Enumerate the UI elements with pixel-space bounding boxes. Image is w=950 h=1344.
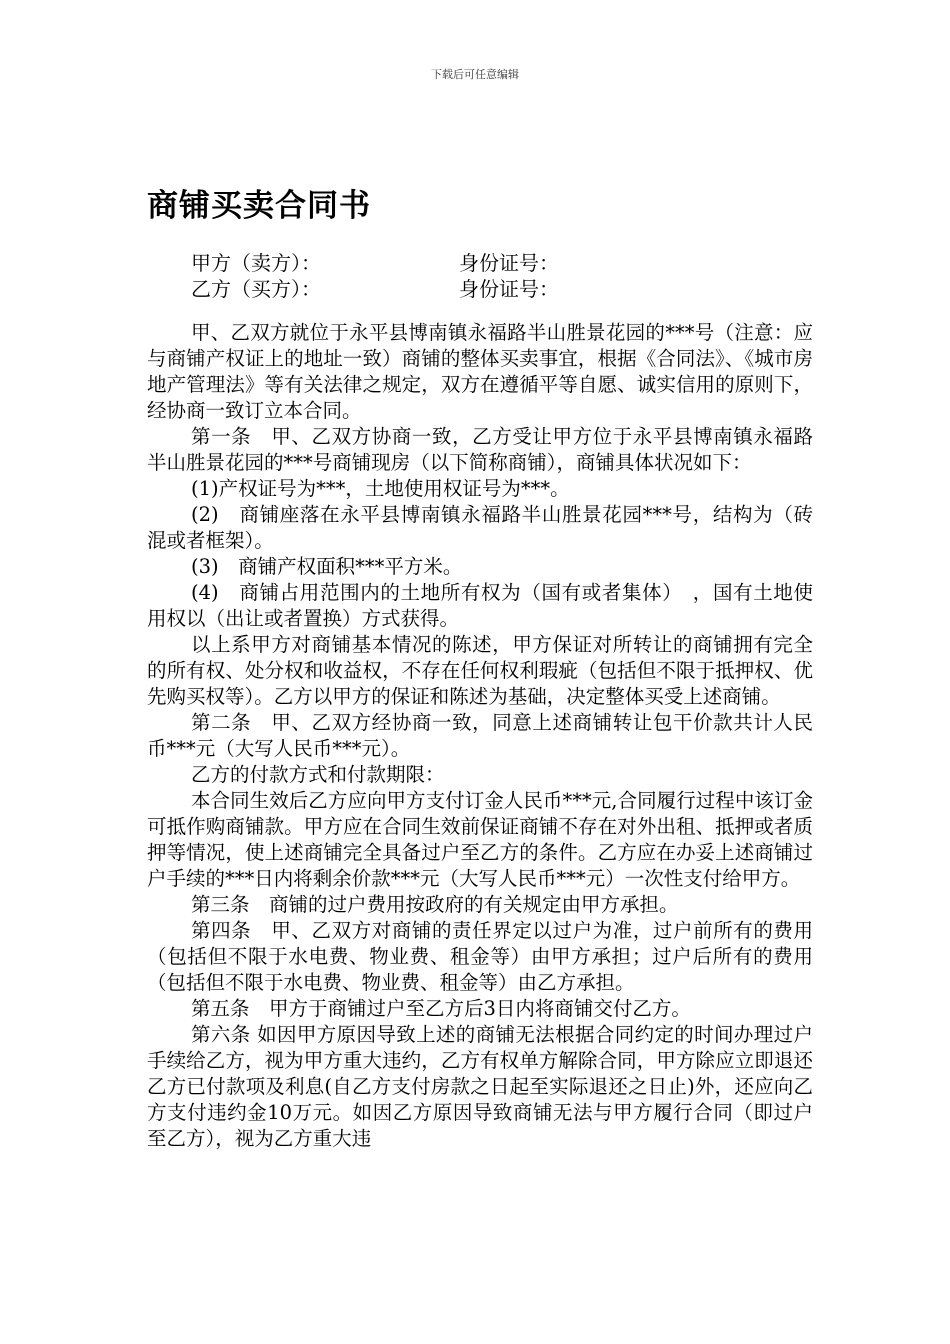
party-a-row: [191, 250, 559, 276]
document-title: 商铺买卖合同书: [147, 188, 371, 224]
paragraph-payment-terms: 本合同生效后乙方应向甲方支付订金人民币***元,合同履行过程中该订金可抵作购商铺款。甲方应在合同生效前保证商铺不存在对外出租、抵押或者质押等情况，使上述商铺完全具备过户至乙方的条件。乙方应在办妥上述商铺过户手续的***日内将剩余价款***元（大写人民币***元）一次性支付给甲方。: [147, 789, 813, 890]
contract-body: [147, 320, 813, 1152]
paragraph-item-3: (3) 商铺产权面积***平方米。: [191, 555, 463, 578]
paragraph-article-1: 第一条 甲、乙双方协商一致，乙方受让甲方位于永平县博南镇永福路半山胜景花园的***号商铺现房（以下简称商铺），商铺具体状况如下：: [147, 425, 813, 474]
paragraph-preamble: 甲、乙双方就位于永平县博南镇永福路半山胜景花园的***号（注意：应与商铺产权证上的地址一致）商铺的整体买卖事宜，根据《合同法》、《城市房地产管理法》等有关法律之规定，双方在遵循平等自愿、诚实信用的原则下，经协商一致订立本合同。: [147, 321, 813, 422]
parties-block: [191, 250, 559, 302]
party-a-label: 甲方（卖方）：: [191, 251, 321, 275]
paragraph-payment-heading: 乙方的付款方式和付款期限：: [191, 763, 445, 786]
paragraph-item-4: (4) 商铺占用范围内的土地所有权为（国有或者集体） ，国有土地使用权以（出让或者置换）方式获得。: [147, 581, 813, 630]
party-a-id-label: 身份证号：: [459, 251, 559, 275]
paragraph-article-2: 第二条 甲、乙双方经协商一致，同意上述商铺转让包干价款共计人民币***元（大写人民币***元）。: [147, 711, 813, 760]
paragraph-article-5: 第五条 甲方于商铺过户至乙方后3日内将商铺交付乙方。: [191, 997, 691, 1020]
paragraph-item-2: (2) 商铺座落在永平县博南镇永福路半山胜景花园***号，结构为（砖混或者框架）。: [147, 503, 813, 552]
party-b-label: 乙方（买方）：: [191, 277, 321, 301]
party-b-id-label: 身份证号：: [459, 277, 559, 301]
paragraph-article-4: 第四条 甲、乙双方对商铺的责任界定以过户为准，过户前所有的费用（包括但不限于水电费、物业费、租金等）由甲方承担；过户后所有的费用（包括但不限于水电费、物业费、租金等）由乙方承担。: [147, 919, 813, 994]
header-note: 下载后可任意编辑: [431, 68, 519, 81]
paragraph-article-6: 第六条 如因甲方原因导致上述的商铺无法根据合同约定的时间办理过户手续给乙方，视为甲方重大违约，乙方有权单方解除合同，甲方除应立即退还乙方已付款项及利息(自乙方支付房款之日起至实际退还之日止)外，还应向乙方支付违约金10万元。如因乙方原因导致商铺无法与甲方履行合同（即过户至乙方），视为乙方重大违: [147, 1023, 813, 1150]
party-b-row: [191, 276, 559, 302]
paragraph-item-1: (1)产权证号为***，土地使用权证号为***。: [191, 477, 570, 500]
paragraph-seller-guarantee: 以上系甲方对商铺基本情况的陈述，甲方保证对所转让的商铺拥有完全的所有权、处分权和收益权，不存在任何权利瑕疵（包括但不限于抵押权、优先购买权等）。乙方以甲方的保证和陈述为基础，决定整体买受上述商铺。: [147, 633, 813, 708]
paragraph-article-3: 第三条 商铺的过户费用按政府的有关规定由甲方承担。: [191, 893, 679, 916]
